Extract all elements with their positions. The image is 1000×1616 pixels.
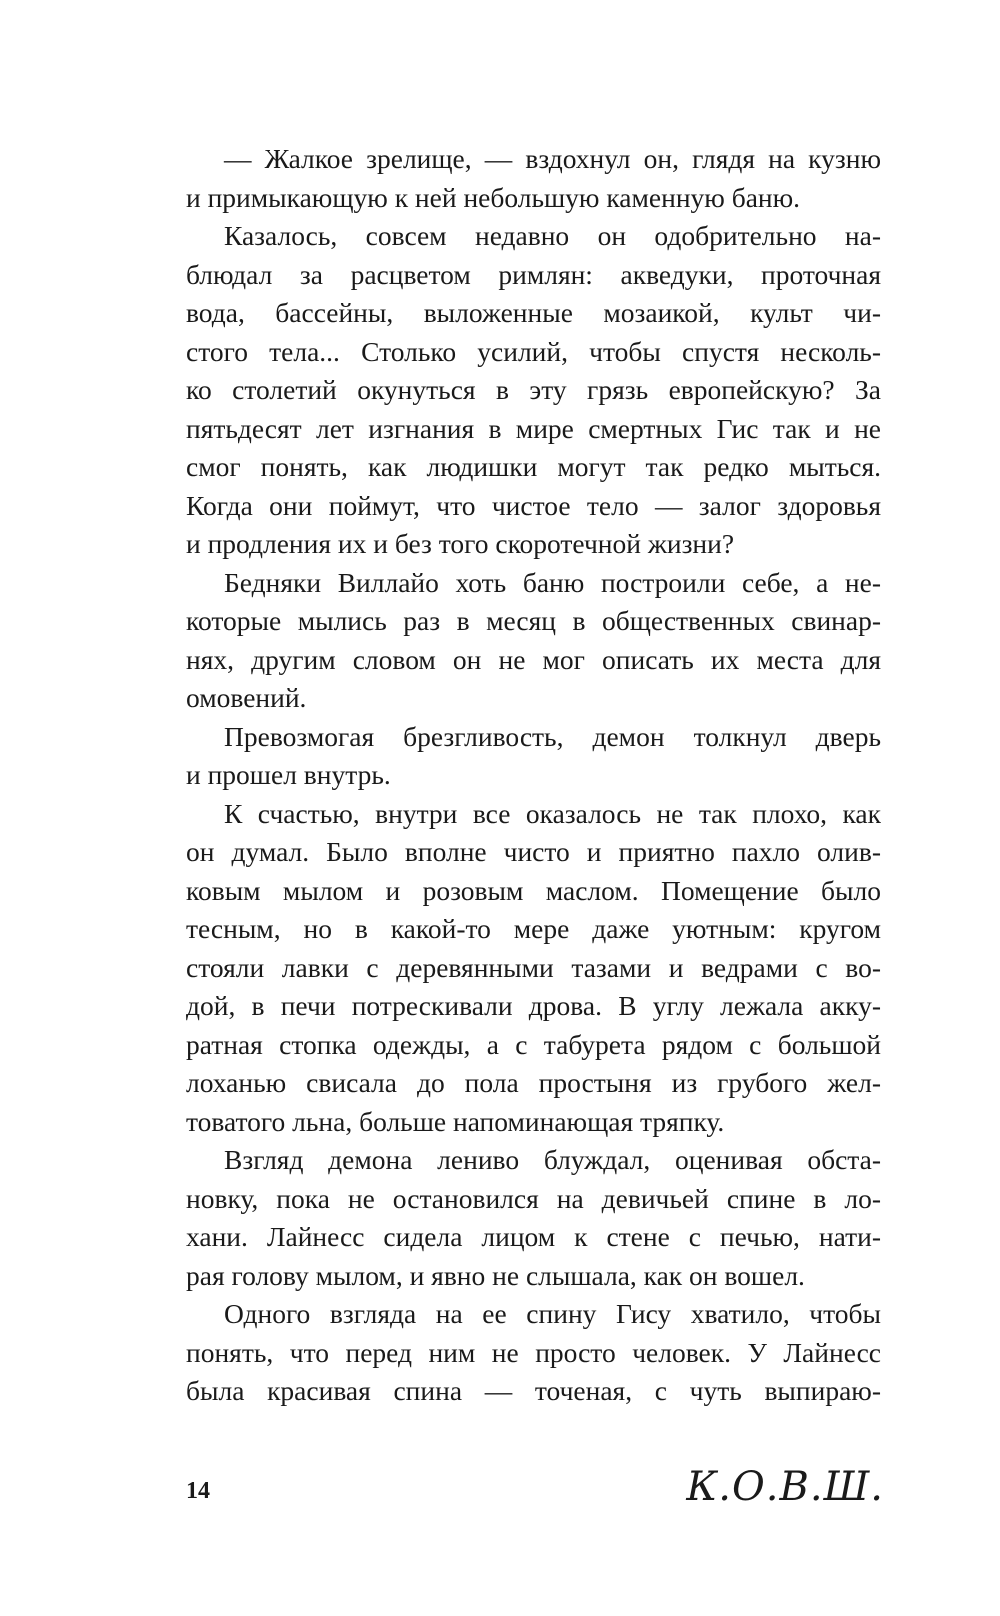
text-line: Превозмогая брезгливость, демон толкнул дверь	[224, 720, 881, 752]
text-line: ко столетий окунуться в эту грязь европейскую? За	[186, 374, 881, 405]
body-text	[186, 140, 881, 1411]
text-line: стояли лавки с деревянными тазами и ведрами с во-	[186, 951, 881, 983]
text-line: и продления их и без того скоротечной жизни?	[186, 528, 735, 559]
text-line: дой, в печи потрескивали дрова. В углу лежала акку-	[186, 990, 881, 1021]
text-line: и примыкающую к ней небольшую каменную баню.	[186, 181, 801, 213]
text-line: Бедняки Виллайо хоть баню построили себе, а не-	[224, 566, 881, 598]
text-line: рая голову мылом, и явно не слышала, как он вошел.	[186, 1259, 805, 1291]
text-line: смог понять, как людишки могут так редко мыться.	[186, 451, 881, 482]
text-line: стого тела... Столько усилий, чтобы спустя несколь-	[186, 335, 881, 367]
running-title: К.О.В.Ш.	[686, 1464, 884, 1510]
text-line: понять, что перед ним не просто человек. У Лайнесс	[186, 1336, 881, 1368]
text-line: блюдал за расцветом римлян: акведуки, проточная	[186, 258, 881, 290]
text-line: Взгляд демона лениво блуждал, оценивая обста-	[224, 1144, 881, 1175]
text-line: вода, бассейны, выложенные мозаикой, культ чи-	[186, 297, 881, 328]
page-number: 14	[186, 1478, 210, 1504]
text-line: К счастью, внутри все оказалось не так плохо, как	[224, 797, 881, 829]
text-line: — Жалкое зрелище, — вздохнул он, глядя на кузню	[224, 143, 881, 174]
text-line: и прошел внутрь.	[186, 759, 391, 790]
text-line: Казалось, совсем недавно он одобрительно на-	[224, 220, 881, 251]
text-line: Когда они поймут, что чистое тело — залог здоровья	[186, 489, 881, 521]
text-line: омовений.	[186, 682, 307, 713]
text-line: лоханью свисала до пола простыня из грубого жел-	[186, 1067, 881, 1098]
text-line: хани. Лайнесс сидела лицом к стене с печью, нати-	[186, 1221, 881, 1252]
text-line: он думал. Было вполне чисто и приятно пахло олив-	[186, 836, 881, 867]
text-line: пятьдесят лет изгнания в мире смертных Гис так и не	[186, 412, 881, 444]
text-line: была красивая спина — точеная, с чуть выпираю-	[186, 1375, 881, 1406]
text-line: товатого льна, больше напоминающая тряпку.	[186, 1105, 725, 1137]
text-line: которые мылись раз в месяц в общественных свинар-	[186, 605, 881, 636]
text-line: Одного взгляда на ее спину Гису хватило, чтобы	[224, 1298, 881, 1329]
text-line: нях, другим словом он не мог описать их места для	[186, 643, 881, 675]
text-line: ковым мылом и розовым маслом. Помещение было	[186, 874, 881, 906]
text-line: ратная стопка одежды, а с табурета рядом с большой	[186, 1028, 881, 1060]
text-line: тесным, но в какой-то мере даже уютным: кругом	[186, 913, 881, 944]
text-line: новку, пока не остановился на девичьей спине в ло-	[186, 1182, 881, 1214]
